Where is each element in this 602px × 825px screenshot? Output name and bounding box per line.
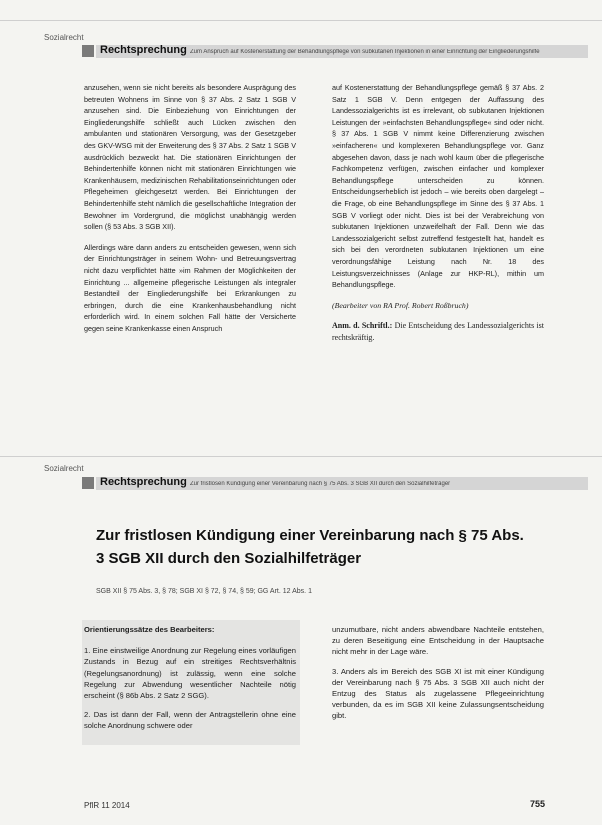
header-subtitle-bottom: Zur fristlosen Kündigung einer Vereinbarung nach § 75 Abs. 3 SGB XII durch den Sozialhilfeträger <box>190 481 451 487</box>
editor-note <box>332 320 544 343</box>
right-column <box>332 82 544 352</box>
page-number: 755 <box>530 799 546 809</box>
header-marker-top <box>82 45 94 57</box>
header-title-top: Rechtsprechung <box>100 44 187 56</box>
note-label: Anm. d. Schriftl.: <box>332 321 393 331</box>
summary-point: 1. Eine einstweilige Anordnung zur Regelung eines vorläufigen Zustands in Bezug auf ein streitiges Rechtsverhältnis (Regelungsanordnung) ist zulässig, wenn eine solche Regelung zur Abwendung wesentlicher Nachteile nötig erscheint (§ 86b Abs. 2 Satz 2 SGG). <box>84 646 296 701</box>
journal-footer: PflR 11 2014 <box>84 801 130 810</box>
article-title: Zur fristlosen Kündigung einer Vereinbarung nach § 75 Abs. 3 SGB XII durch den Sozialhilfeträger <box>96 527 524 567</box>
paragraph: anzusehen, wenn sie nicht bereits als besondere Ausprägung des betreuten Wohnens im Sinne von § 37 Abs. 2 Satz 1 SGB V anzusehen sind. Die Einbeziehung von Einrichtungen der Eingliederungshilfe schließt auch Lücken zwischen den ambulanten und stationären Versorgung, was der Gesetzgeber des GKV-WSG mit der Erweiterung des § 37 Abs. 2 Satz 1 SGB V ausdrücklich bezweckt hat. Die stationären Einrichtungen der Behindertenhilfe können nicht mit stationären Einrichtungen wie Krankenhäusern, medizinischen Rehabilitationseinrichtungen oder Pflegeheimen gleichgesetzt werden. Bei Einrichtungen der Behindertenhilfe steht nämlich die gesellschaftliche Integration der Bewohner im Vordergrund, die möglichst unabhängig werden sollen (§ 53 Abs. 3 SGB XII). <box>84 83 296 232</box>
header-marker-bottom <box>82 477 94 489</box>
header-title-bottom: Rechtsprechung <box>100 476 187 488</box>
summary-box-content <box>84 624 296 740</box>
paragraph: Allerdings wäre dann anders zu entscheiden gewesen, wenn sich der Einrichtungsträger in seinem Wohn- und Betreuungsvertrag nicht dazu verpflichtet hätte »im Rahmen der Möglichkeiten der Einrichtung ... allgemeine pflegerische Leistungen als integraler Bestandteil der Eingliederungshilfe bei Erkrankungen zu erbringen, durch die eine Krankenhausbehandlung nicht erforderlich wird. In einem solchen Fall hätte der Versicherte gegen seine Krankenkasse einen Anspruch <box>84 242 296 333</box>
note-text: Die Entscheidung des Landessozialgerichts ist rechtskräftig. <box>332 321 545 342</box>
section-label-top: Sozialrecht <box>44 33 84 42</box>
paragraph: 3. Anders als im Bereich des SGB XI ist mit einer Kündigung der Vereinbarung nach § 75 Abs. 3 SGB XII auch nicht der Entzug des Status als zugelassene Pflegeeinrichtung verbunden, da es im SGB XII keine Zulassungsentscheidung gibt. <box>332 666 544 721</box>
paragraph: auf Kostenerstattung der Behandlungspflege gemäß § 37 Abs. 2 Satz 1 SGB V. Denn entgegen der Auffassung des Landessozialgerichts ist es irrelevant, ob subkutanen Injektionen Leistungen der »einfachsten Behandlungspflege« sind oder nicht. § 37 Abs. 1 SGB V nimmt keine Differenzierung zwischen »einfacheren« und komplexeren Behandlungspflege vor. Ganz abgesehen davon, dass je nach wohl kaum über die pflegerische Fachkompetenz verfügen, zwischen einfacher und komplexer Behandlungspflege unterscheiden zu können. Entscheidungserheblich ist jedoch – wie bereits oben dargelegt – die Frage, ob eine Behandlungspflege im Sinne des § 37 Abs. 1 SGB V vorliegt oder nicht. Dies ist bei der Verabreichung von subkutanen Injektionen unzweifelhaft der Fall. Denn wie das Landessozialgericht selbst zutreffend festgestellt hat, handelt es sich bei den verordneten subkutanen Injektionen um eine verordnungsfähige Leistung nach Nr. 18 des Leistungsverzeichnisses (Anlage zur HKP-RL), mithin um Behandlungspflege. <box>332 83 544 290</box>
header-subtitle-top: Zum Anspruch auf Kostenerstattung der Behandlungspflege von subkutanen Injektionen in einer Einrichtung der Eingliederungshilfe <box>190 49 540 55</box>
paragraph: unzumutbare, nicht anders abwendbare Nachteile entstehen, zu deren Beseitigung eine Entscheidung in der Hauptsache nicht mehr in der Lage wäre. <box>332 625 544 657</box>
summary-heading: Orientierungssätze des Bearbeiters: <box>84 625 215 634</box>
legal-citation: SGB XII § 75 Abs. 3, § 78; SGB XI § 72, § 74, § 59; GG Art. 12 Abs. 1 <box>96 588 312 595</box>
summary-point: 2. Das ist dann der Fall, wenn der Antragstellerin ohne eine solche Anordnung schwere oder <box>84 710 296 731</box>
section-label-bottom: Sozialrecht <box>44 464 84 473</box>
left-column <box>84 82 296 343</box>
article-right-column <box>332 624 544 730</box>
author-credit: (Bearbeiter von RA Prof. Robert Roßbruch) <box>332 300 469 310</box>
